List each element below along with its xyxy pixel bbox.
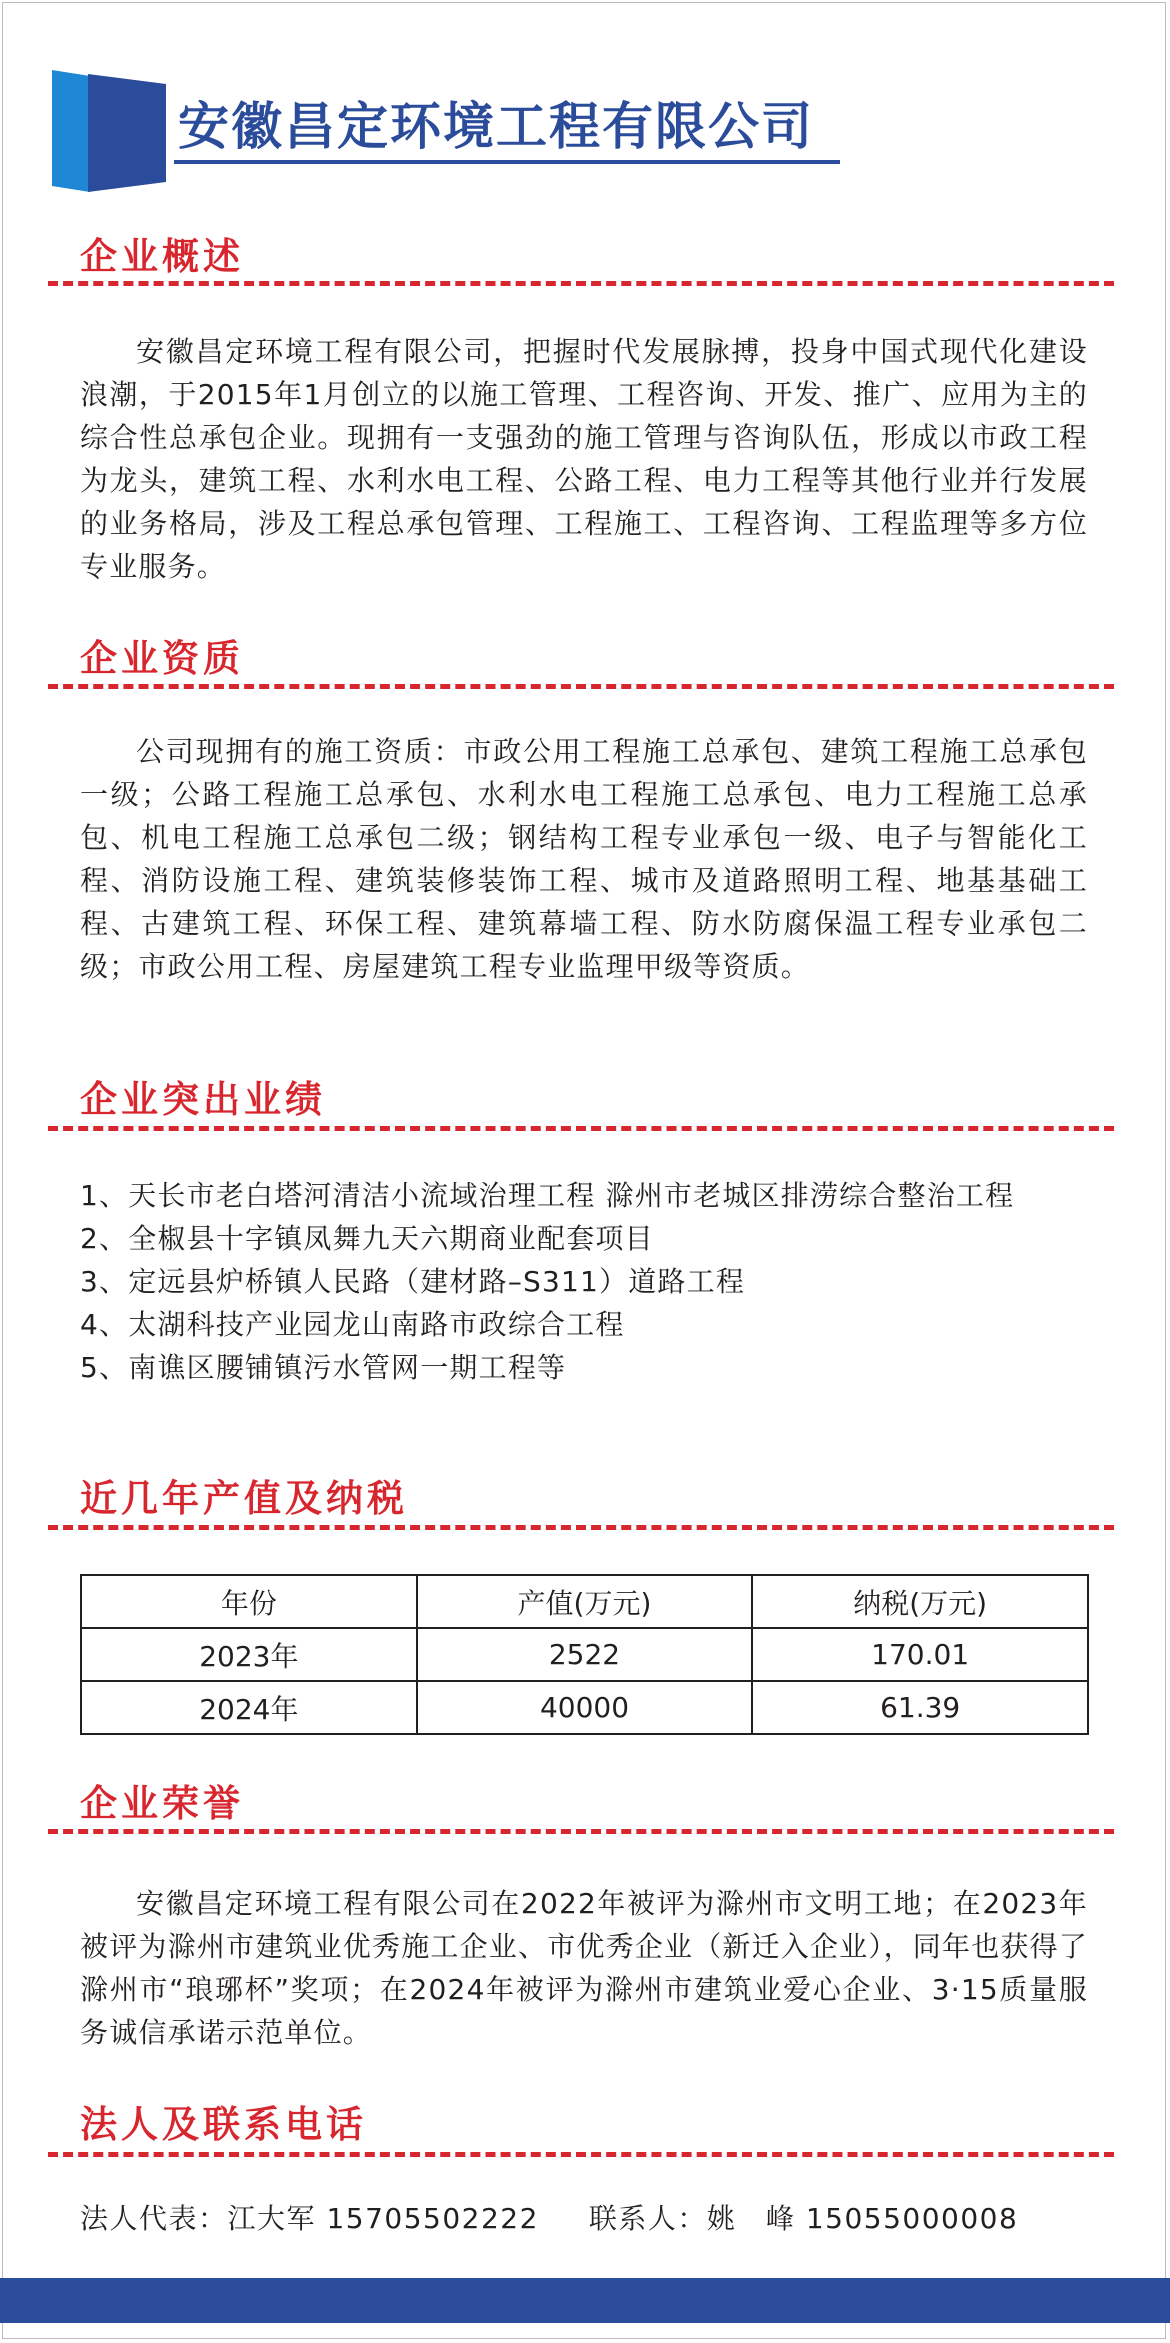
list-item: 5、南谯区腰铺镇污水管网一期工程等	[80, 1351, 567, 1384]
section-divider	[48, 1525, 1114, 1530]
section-divider	[48, 1126, 1114, 1131]
achievements-list	[80, 1174, 1090, 1389]
section-divider	[48, 2152, 1114, 2157]
overview-text: 安徽昌定环境工程有限公司，把握时代发展脉搏，投身中国式现代化建设浪潮，于2015年1月创立的以施工管理、工程咨询、开发、推广、应用为主的综合性总承包企业。现拥有一支强劲的施工管理与咨询队伍，形成以市政工程为龙头，建筑工程、水利水电工程、公路工程、电力工程等其他行业并行发展的业务格局，涉及工程总承包管理、工程施工、工程咨询、工程监理等多方位专业服务。	[80, 335, 1088, 583]
contact-person-name: 姚 峰	[706, 2202, 796, 2235]
section-divider	[48, 1829, 1114, 1834]
table-row	[81, 1628, 1088, 1681]
list-item: 1、天长市老白塔河清洁小流域治理工程 滁州市老城区排涝综合整治工程	[80, 1179, 1015, 1212]
company-title: 安徽昌定环境工程有限公司	[178, 98, 815, 157]
table-cell: 61.39	[752, 1681, 1088, 1734]
table-row	[81, 1681, 1088, 1734]
output-tax-table	[80, 1574, 1089, 1735]
table-cell: 2522	[417, 1628, 753, 1681]
list-item: 3、定远县炉桥镇人民路（建材路–S311）道路工程	[80, 1265, 746, 1298]
table-cell: 2024年	[81, 1681, 417, 1734]
company-logo	[52, 70, 168, 192]
section-divider	[48, 684, 1114, 689]
table-cell: 2023年	[81, 1628, 417, 1681]
legal-rep-name: 江大军	[227, 2202, 317, 2235]
title-underline	[174, 160, 840, 164]
list-item: 2、全椒县十字镇凤舞九天六期商业配套项目	[80, 1222, 654, 1255]
table-header-row	[81, 1575, 1088, 1628]
section-title-honors: 企业荣誉	[80, 1781, 244, 1825]
section-title-contact: 法人及联系电话	[80, 2102, 367, 2146]
qualification-text: 公司现拥有的施工资质：市政公用工程施工总承包、建筑工程施工总承包一级；公路工程施工总承包、水利水电工程施工总承包、电力工程施工总承包、机电工程施工总承包二级；钢结构工程专业承包一级、电子与智能化工程、消防设施工程、建筑装修装饰工程、城市及道路照明工程、地基基础工程、古建筑工程、环保工程、建筑幕墙工程、防水防腐保温工程专业承包二级；市政公用工程、房屋建筑工程专业监理甲级等资质。	[80, 735, 1088, 983]
table-cell: 170.01	[752, 1628, 1088, 1681]
table-header-cell: 年份	[81, 1575, 417, 1628]
table-header-cell: 产值(万元)	[417, 1575, 753, 1628]
table-cell: 40000	[417, 1681, 753, 1734]
contact-person-label: 联系人：	[588, 2202, 707, 2235]
legal-rep-label: 法人代表：	[80, 2202, 228, 2235]
section-title-overview: 企业概述	[80, 234, 244, 278]
footer-bar	[0, 2278, 1170, 2323]
section-title-achievements: 企业突出业绩	[80, 1077, 326, 1121]
honors-text: 安徽昌定环境工程有限公司在2022年被评为滁州市文明工地；在2023年被评为滁州市建筑业优秀施工企业、市优秀企业（新迁入企业），同年也获得了滁州市“琅琊杯”奖项；在2024年被评为滁州市建筑业爱心企业、3·15质量服务诚信承诺示范单位。	[80, 1887, 1089, 2049]
legal-rep-phone: 15705502222	[326, 2202, 539, 2235]
section-divider	[48, 281, 1114, 286]
table-header-cell: 纳税(万元)	[752, 1575, 1088, 1628]
list-item: 4、太湖科技产业园龙山南路市政综合工程	[80, 1308, 625, 1341]
section-title-qualification: 企业资质	[80, 636, 244, 680]
section-title-output: 近几年产值及纳税	[80, 1476, 408, 1520]
contact-line	[80, 2196, 1090, 2242]
contact-person-phone: 15055000008	[805, 2202, 1019, 2235]
